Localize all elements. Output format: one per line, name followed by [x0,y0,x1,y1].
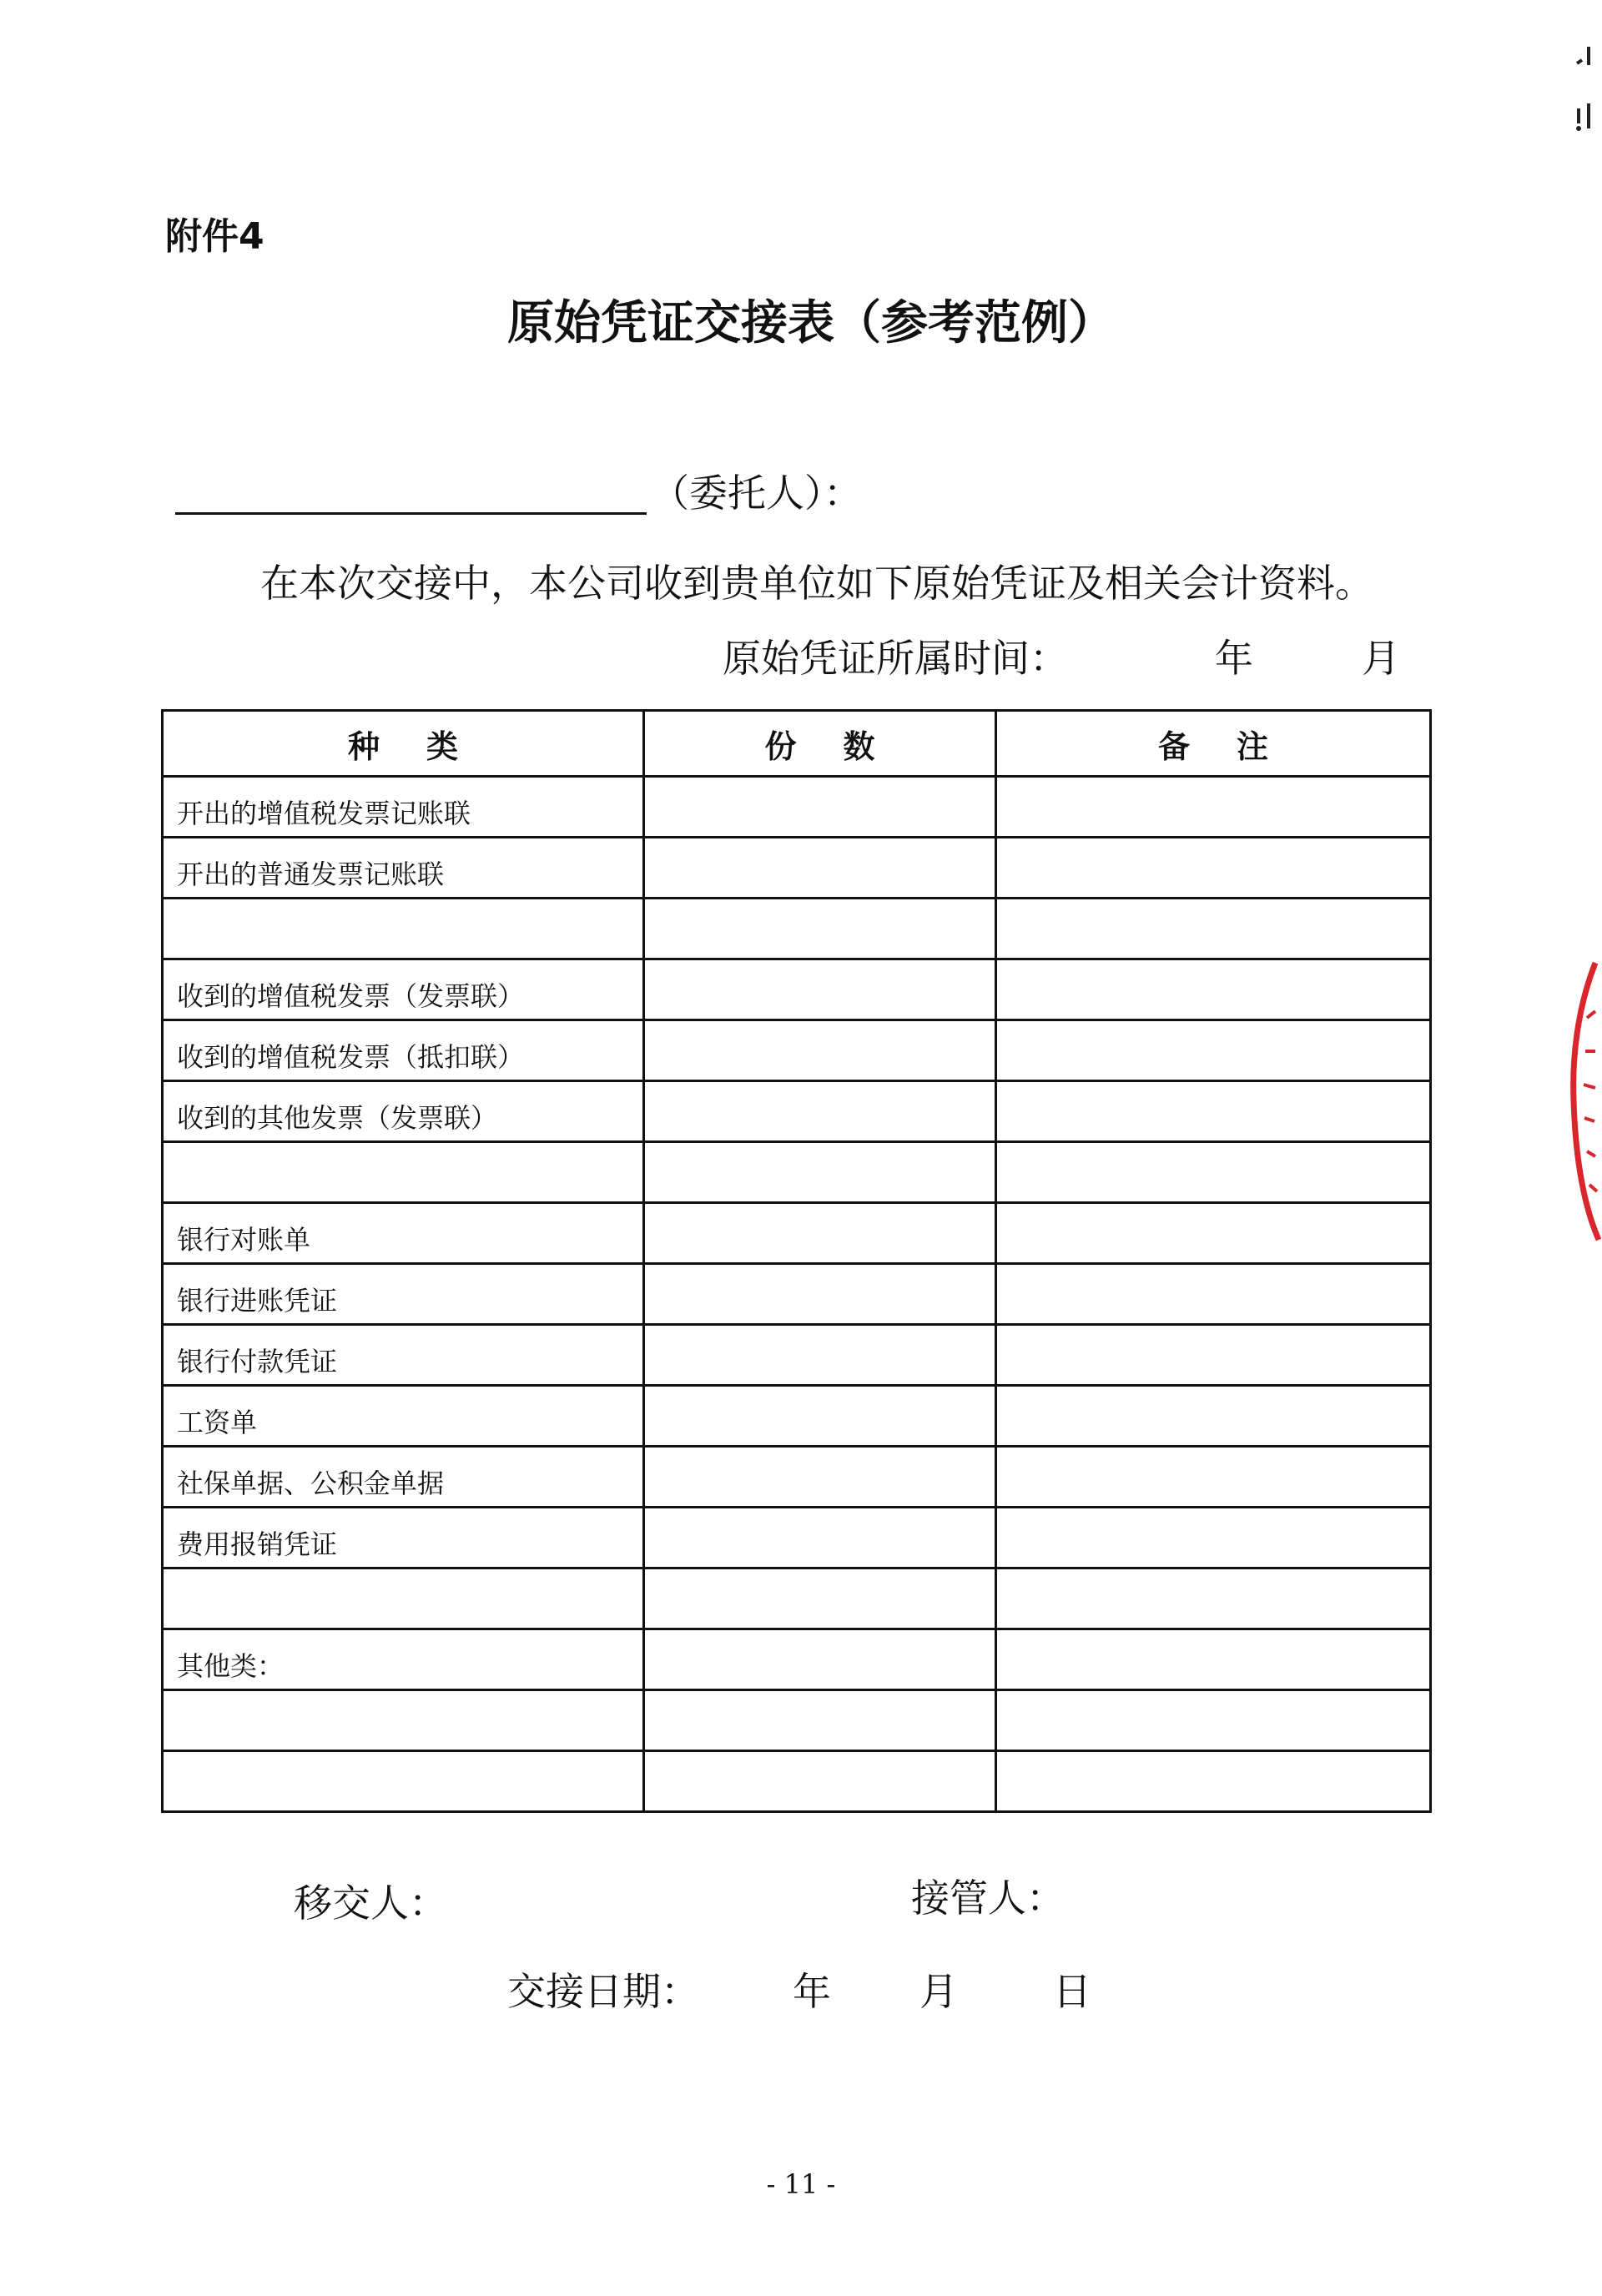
intro-statement: 在本次交接中，本公司收到贵单位如下原始凭证及相关会计资料。 [260,561,1373,606]
category-cell[interactable] [163,1690,644,1751]
category-cell[interactable] [163,1142,644,1203]
remarks-cell[interactable] [996,1081,1431,1142]
count-cell[interactable] [644,1203,996,1264]
column-header-count: 份数 [644,711,996,777]
table-row [163,1508,1431,1568]
category-cell: 银行付款凭证 [163,1325,644,1386]
document-title: 原始凭证交接表（参考范例） [507,296,1115,350]
remarks-cell[interactable] [996,1020,1431,1081]
category-cell: 银行进账凭证 [163,1264,644,1325]
receiver-label: 接管人： [911,1876,1065,1921]
count-cell[interactable] [644,1568,996,1629]
category-cell: 开出的增值税发票记账联 [163,777,644,838]
category-cell: 其他类： [163,1629,644,1690]
principal-label: （委托人）： [651,471,862,516]
remarks-cell[interactable] [996,1751,1431,1812]
count-cell[interactable] [644,1690,996,1751]
table-row [163,1081,1431,1142]
table-row [163,1447,1431,1508]
table-row [163,899,1431,959]
period-month-unit: 月 [1362,636,1400,681]
count-cell[interactable] [644,1325,996,1386]
category-cell: 收到的其他发票（发票联） [163,1081,644,1142]
table-row [163,959,1431,1020]
attachment-label: 附件4 [165,215,264,258]
count-cell[interactable] [644,1751,996,1812]
table-row [163,1142,1431,1203]
period-label: 原始凭证所属时间： [723,636,1068,681]
date-day-unit: 日 [1053,1969,1091,2014]
remarks-cell[interactable] [996,1203,1431,1264]
table-row [163,838,1431,899]
table-row [163,1629,1431,1690]
red-seal-fragment [1562,959,1602,1243]
category-cell: 社保单据、公积金单据 [163,1447,644,1508]
remarks-cell[interactable] [996,838,1431,899]
category-cell: 费用报销凭证 [163,1508,644,1568]
category-cell[interactable] [163,1568,644,1629]
count-cell[interactable] [644,838,996,899]
table-row [163,1264,1431,1325]
remarks-cell[interactable] [996,1264,1431,1325]
scan-corner-marks [1569,17,1602,150]
remarks-cell[interactable] [996,1325,1431,1386]
count-cell[interactable] [644,1629,996,1690]
table-row [163,1203,1431,1264]
count-cell[interactable] [644,1508,996,1568]
remarks-cell[interactable] [996,777,1431,838]
count-cell[interactable] [644,1264,996,1325]
remarks-cell[interactable] [996,899,1431,959]
transferor-label: 移交人： [294,1881,447,1926]
count-cell[interactable] [644,777,996,838]
table-row [163,777,1431,838]
count-cell[interactable] [644,1081,996,1142]
remarks-cell[interactable] [996,1629,1431,1690]
category-cell: 工资单 [163,1386,644,1447]
column-header-category: 种类 [163,711,644,777]
category-cell[interactable] [163,1751,644,1812]
table-row [163,1568,1431,1629]
count-cell[interactable] [644,1020,996,1081]
table-row [163,1690,1431,1751]
period-year-unit: 年 [1215,636,1253,681]
table-row [163,1751,1431,1812]
principal-blank-line[interactable] [175,512,647,515]
count-cell[interactable] [644,1142,996,1203]
table-row [163,1325,1431,1386]
count-cell[interactable] [644,899,996,959]
table-row [163,1020,1431,1081]
count-cell[interactable] [644,1386,996,1447]
handover-date-label: 交接日期： [507,1969,699,2014]
count-cell[interactable] [644,1447,996,1508]
date-month-unit: 月 [919,1969,958,2014]
remarks-cell[interactable] [996,1386,1431,1447]
table-header-row [163,711,1431,777]
table-row [163,1386,1431,1447]
category-cell: 收到的增值税发票（发票联） [163,959,644,1020]
remarks-cell[interactable] [996,1690,1431,1751]
count-cell[interactable] [644,959,996,1020]
remarks-cell[interactable] [996,959,1431,1020]
remarks-cell[interactable] [996,1568,1431,1629]
category-cell: 开出的普通发票记账联 [163,838,644,899]
remarks-cell[interactable] [996,1447,1431,1508]
handover-table [161,709,1432,1813]
date-year-unit: 年 [793,1969,831,2014]
category-cell: 收到的增值税发票（抵扣联） [163,1020,644,1081]
remarks-cell[interactable] [996,1142,1431,1203]
remarks-cell[interactable] [996,1508,1431,1568]
column-header-remarks: 备注 [996,711,1431,777]
category-cell: 银行对账单 [163,1203,644,1264]
category-cell[interactable] [163,899,644,959]
page-number: - 11 - [766,2168,836,2200]
